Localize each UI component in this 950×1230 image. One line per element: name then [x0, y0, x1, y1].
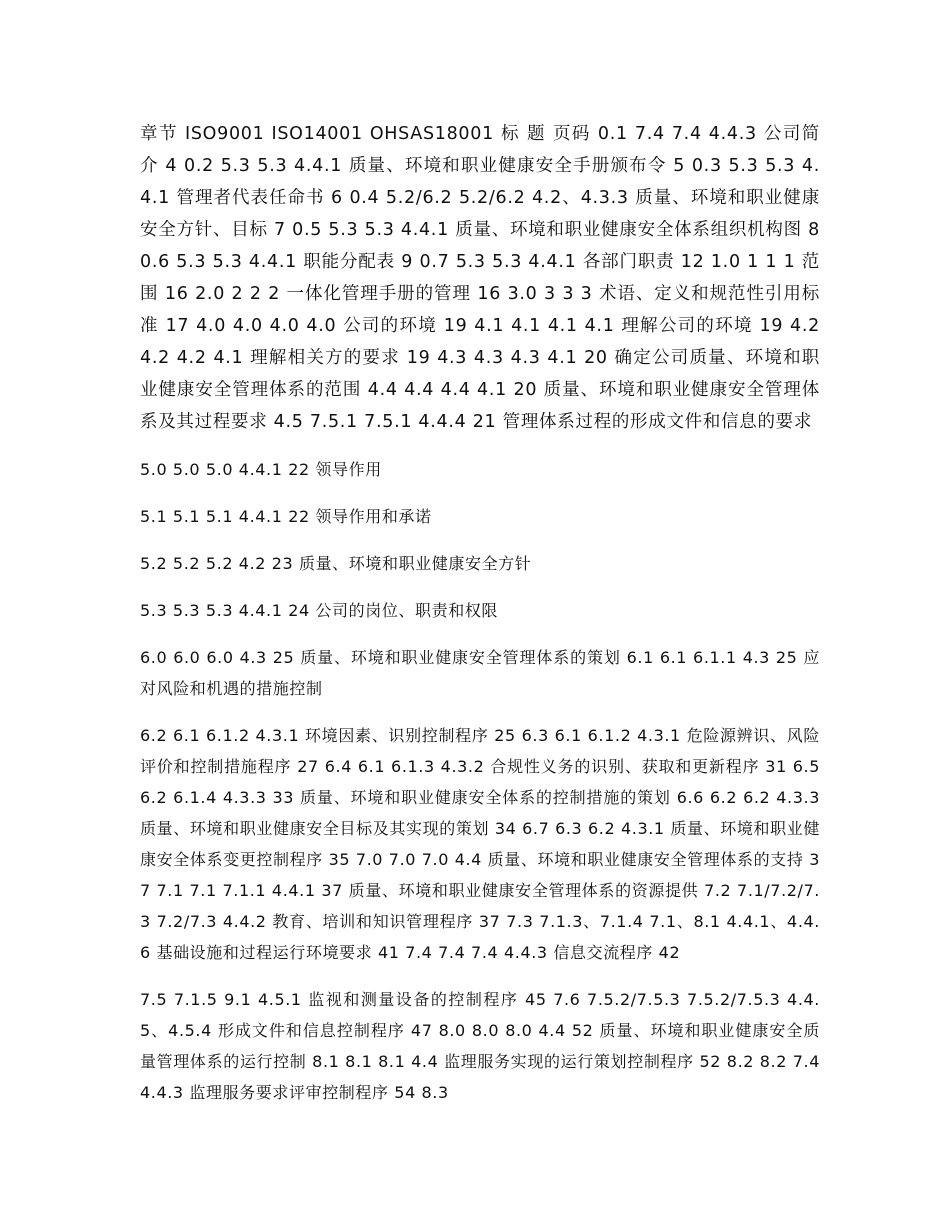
toc-paragraph-6: 6.0 6.0 6.0 4.3 25 质量、环境和职业健康安全管理体系的策划 6.1 6.1 6.1.1 4.3 25 应对风险和机遇的措施控制	[140, 648, 820, 698]
toc-paragraph-7: 6.2 6.1 6.1.2 4.3.1 环境因素、识别控制程序 25 6.3 6.1 6.1.2 4.3.1 危险源辨识、风险评价和控制措施程序 27 6.4 6.1 6.1.3 4.3.2 合规性义务的识别、获取和更新程序 31 6.5 6.2 6.1.4 4.3.3 33 质量、环境和职业健康安全体系的控制措施的策划 6.6 6.2 6.2 4.3.3 质量、环境和职业健康安全目标及其实现的策划 34 6.7 6.3 6.2 4.3.1 质量、环境和职业健康安全体系变更控制程序 35 7.0 7.0 7.0 4.4 质量、环境和职业健康安全管理体系的支持 37 7.1 7.1 7.1.1 4.4.1 37 质量、环境和职业健康安全管理体系的资源提供 7.2 7.1/7.2/7.3 7.2/7.3 4.4.2 教育、培训和知识管理程序 37 7.3 7.1.3、7.1.4 7.1、8.1 4.4.1、4.4.6 基础设施和过程运行环境要求 41 7.4 7.4 7.4 4.4.3 信息交流程序 42	[140, 726, 820, 962]
document-body	[140, 118, 820, 1108]
toc-paragraph-2: 5.0 5.0 5.0 4.4.1 22 领导作用	[140, 460, 382, 479]
toc-paragraph-4: 5.2 5.2 5.2 4.2 23 质量、环境和职业健康安全方针	[140, 554, 532, 573]
toc-paragraph-5: 5.3 5.3 5.3 4.4.1 24 公司的岗位、职责和权限	[140, 601, 499, 620]
toc-paragraph-8: 7.5 7.1.5 9.1 4.5.1 监视和测量设备的控制程序 45 7.6 7.5.2/7.5.3 7.5.2/7.5.3 4.4.5、4.5.4 形成文件和信息控制程序 47 8.0 8.0 8.0 4.4 52 质量、环境和职业健康安全质量管理体系的运行控制 8.1 8.1 8.1 4.4 监理服务实现的运行策划控制程序 52 8.2 8.2 7.4 4.4.3 监理服务要求评审控制程序 54 8.3	[140, 990, 820, 1102]
toc-paragraph-3: 5.1 5.1 5.1 4.4.1 22 领导作用和承诺	[140, 507, 432, 526]
toc-paragraph-1: 章节 ISO9001 ISO14001 OHSAS18001 标 题 页码 0.1 7.4 7.4 4.4.3 公司简介 4 0.2 5.3 5.3 4.4.1 质量、环境和职业健康安全手册颁布令 5 0.3 5.3 5.3 4.4.1 管理者代表任命书 6 0.4 5.2/6.2 5.2/6.2 4.2、4.3.3 质量、环境和职业健康安全方针、目标 7 0.5 5.3 5.3 4.4.1 质量、环境和职业健康安全体系组织机构图 8 0.6 5.3 5.3 4.4.1 职能分配表 9 0.7 5.3 5.3 4.4.1 各部门职责 12 1.0 1 1 1 范围 16 2.0 2 2 2 一体化管理手册的管理 16 3.0 3 3 3 术语、定义和规范性引用标准 17 4.0 4.0 4.0 4.0 公司的环境 19 4.1 4.1 4.1 4.1 理解公司的环境 19 4.2 4.2 4.2 4.1 理解相关方的要求 19 4.3 4.3 4.3 4.1 20 确定公司质量、环境和职业健康安全管理体系的范围 4.4 4.4 4.4 4.1 20 质量、环境和职业健康安全管理体系及其过程要求 4.5 7.5.1 7.5.1 4.4.4 21 管理体系过程的形成文件和信息的要求	[140, 124, 820, 432]
